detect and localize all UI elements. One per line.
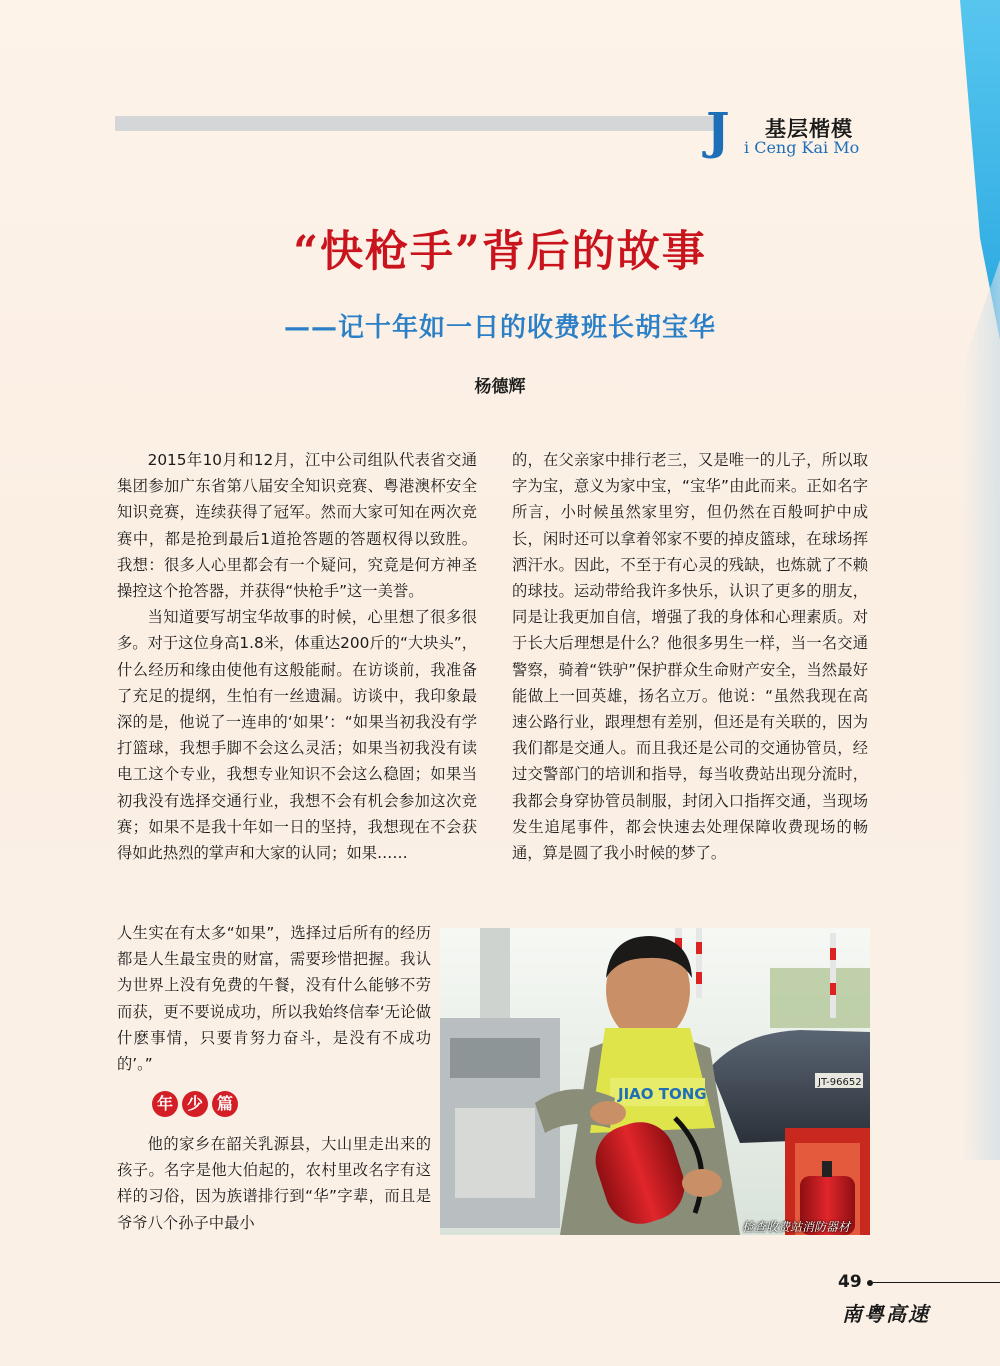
section-heading-char: 篇 xyxy=(212,1091,238,1117)
photo-illustration xyxy=(440,928,870,1235)
paragraph: 他的家乡在韶关乳源县，大山里走出来的孩子。名字是他大伯起的，农村里改名字有这样的习俗，因为族谱排行到“华”字辈，而且是爷爷八个孙子中最小 xyxy=(117,1135,431,1232)
section-initial: J xyxy=(706,101,730,160)
footer-rule xyxy=(873,1282,1000,1283)
vest-label: JIAO TONG xyxy=(618,1085,707,1103)
body-column-right xyxy=(512,447,868,866)
section-title-cn: 基层楷模 xyxy=(765,117,853,141)
article-photo xyxy=(440,928,870,1235)
header-rule xyxy=(115,116,715,131)
article-title: “快枪手”背后的故事 xyxy=(293,227,707,277)
page-number-dot xyxy=(867,1280,873,1286)
paragraph: 的，在父亲家中排行老三，又是唯一的儿子，所以取字为宝，意义为家中宝，“宝华”由此而来。正如名字所言，小时候虽然家里穷，但仍然在百般呵护中成长，闲时还可以拿着邻家不要的掉皮篮球，在球场挥洒汗水。因此，不至于有心灵的残缺，也炼就了不赖的球技。运动带给我许多快乐，认识了更多的朋友，同是让我更加自信，增强了我的身体和心理素质。对于长大后理想是什么？他很多男生一样，当一名交通警察，骑着“铁驴”保护群众生命财产安全，当然最好能做上一回英雄，扬名立万。他说：“虽然我现在高速公路行业，跟理想有差别，但还是有关联的，因为我们都是交通人。而且我还是公司的交通协管员，经过交警部门的培训和指导，每当收费站出现分流时，我都会身穿协管员制服，封闭入口指挥交通，当现场发生追尾事件，都会快速去处理保障收费现场的畅通，算是圆了我小时候的梦了。 xyxy=(512,451,868,863)
paragraph: 人生实在有太多“如果”，选择过后所有的经历都是人生最宝贵的财富，需要珍惜把握。我认为世界上没有免费的午餐，没有什么能够不劳而获，更不要说成功，所以我始终信奉‘无论做什麽事情，只要肯努力奋斗，是没有不成功的’。” xyxy=(117,924,431,1074)
body-column-left-bottom xyxy=(117,1131,431,1236)
photo-caption: 检查收费站消防器材 xyxy=(741,1220,850,1234)
section-heading-youth xyxy=(152,1091,238,1117)
body-column-left-wrap xyxy=(117,920,431,1077)
paragraph: 2015年10月和12月，江中公司组队代表省交通集团参加广东省第八届安全知识竞赛、粤港澳杯安全知识竞赛，连续获得了冠军。然而大家可知在两次竞赛中，都是抢到最后1道抢答题的答题权得以致胜。我想：很多人心里都会有一个疑问，究竟是何方神圣操控这个抢答器，并获得“快枪手”这一美誉。 xyxy=(117,451,477,601)
license-plate: JT-96652 xyxy=(818,1077,862,1088)
section-title-en: i Ceng Kai Mo xyxy=(744,138,860,157)
section-heading-char: 少 xyxy=(182,1091,208,1117)
paragraph: 当知道要写胡宝华故事的时候，心里想了很多很多。对于这位身高1.8米，体重达200斤的“大块头”，什么经历和缘由使他有这般能耐。在访谈前，我准备了充足的提纲，生怕有一丝遗漏。访谈中，我印象最深的是，他说了一连串的‘如果’：“如果当初我没有学打篮球，我想手脚不会这么灵活；如果当初我没有读电工这个专业，我想专业知识不会这么稳固；如果当初我没有选择交通行业，我想不会有机会参加这次竞赛；如果不是我十年如一日的坚持，我想现在不会获得如此热烈的掌声和大家的认同；如果…… xyxy=(117,608,478,863)
article-author: 杨德辉 xyxy=(474,377,526,397)
section-heading-char: 年 xyxy=(152,1091,178,1117)
magazine-logo: 南粤高速 xyxy=(842,1302,930,1326)
body-column-left xyxy=(117,447,477,866)
page-number: 49 xyxy=(838,1272,862,1292)
article-subtitle: ——记十年如一日的收费班长胡宝华 xyxy=(283,313,716,343)
